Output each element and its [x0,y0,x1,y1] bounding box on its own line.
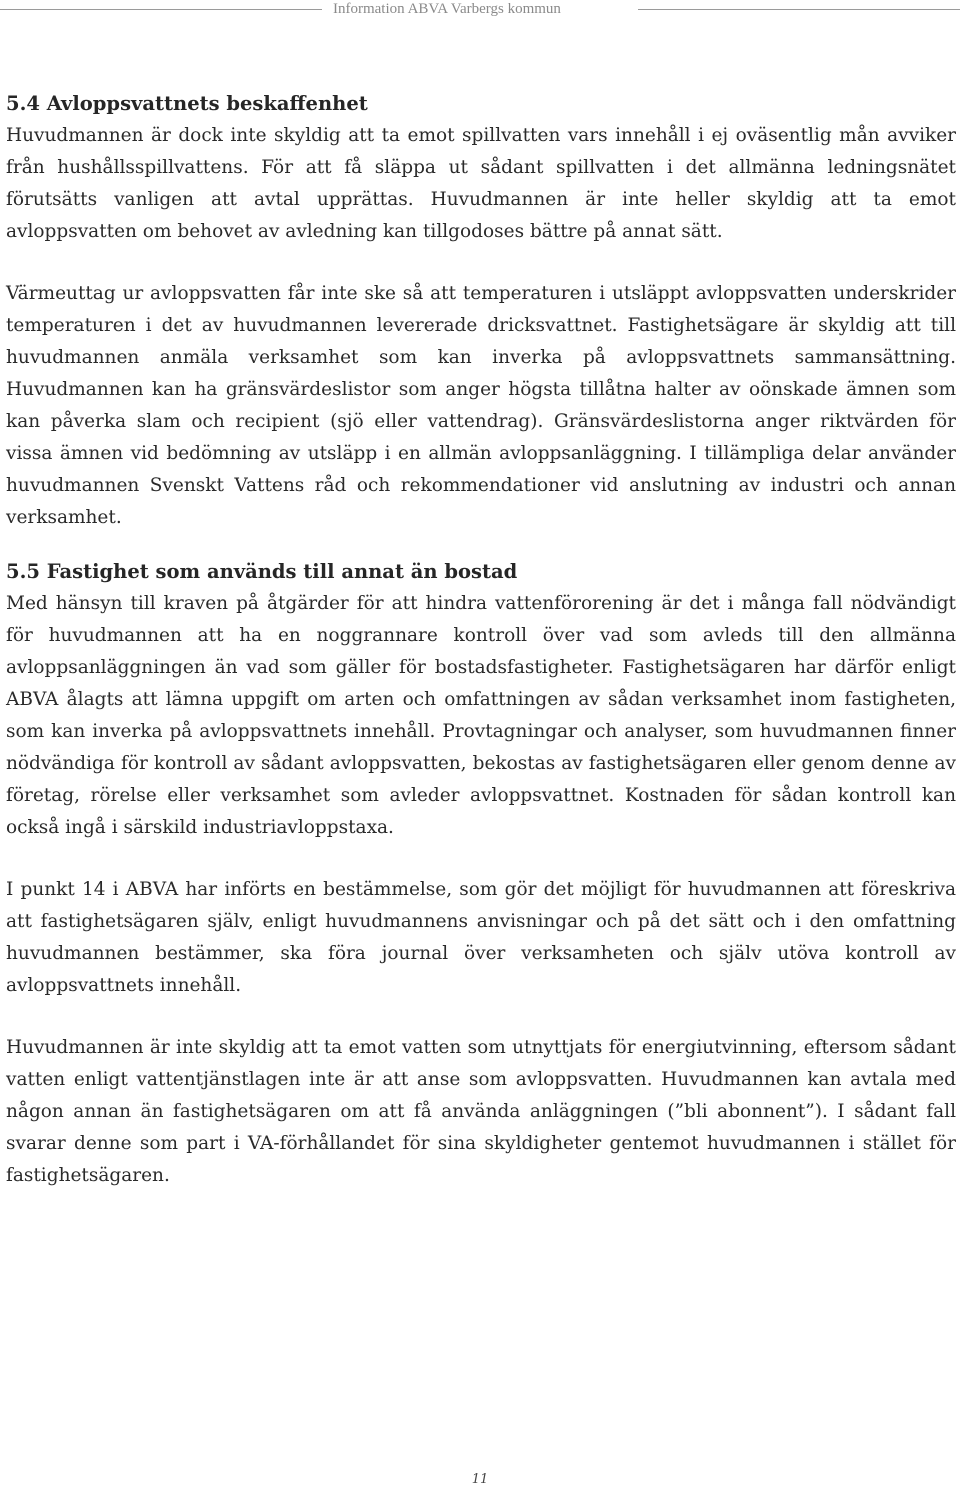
paragraph-5-5-2: I punkt 14 i ABVA har införts en bestämmelse, som gör det möjligt för huvudmannen att föreskriva att fastighetsägaren själv, enligt huvudmannens anvisningar och på det sätt och i den omfattning huvudmannen bestämmer, ska föra journal över verksamheten och själv utöva kontroll av avloppsvattnets innehåll. [6,879,956,996]
section-spacer [6,534,956,556]
page-content [6,88,956,1192]
running-header-title: Information ABVA Varbergs kommun [333,1,561,17]
paragraph-spacer [6,1002,956,1032]
paragraph-5-4-2: Värmeuttag ur avloppsvatten får inte ske så att temperaturen i utsläppt avloppsvatten underskrider temperaturen i det av huvudmannen levererade dricksvattnet. Fastighetsägare är skyldig att till huvudmannen anmäla verksamhet som kan inverka på avloppsvattnets sammansättning. Huvudmannen kan ha gränsvärdeslistor som anger högsta tillåtna halter av oönskade ämnen som kan påverka slam och recipient (sjö eller vattendrag). Gränsvärdeslistorna anger riktvärden för vissa ämnen vid bedömning av utsläpp i en allmän avloppsanläggning. I tillämpliga delar använder huvudmannen Svenskt Vattens råd och rekommendationer vid anslutning av industri och annan verksamhet. [6,283,956,528]
header-rule-left [0,9,322,10]
header-rule-right [638,9,960,10]
paragraph-5-5-3: Huvudmannen är inte skyldig att ta emot vatten som utnyttjats för energiutvinning, eftersom sådant vatten enligt vattentjänstlagen inte är att anse som avloppsvatten. Huvudmannen kan avtala med någon annan än fastighetsägaren om att få använda anläggningen (”bli abonnent”). I sådant fall svarar denne som part i VA-förhållandet för sina skyldigheter gentemot huvudmannen i stället för fastighetsägaren. [6,1037,956,1186]
paragraph-5-5-1: Med hänsyn till kraven på åtgärder för att hindra vattenförorening är det i många fall nödvändigt för huvudmannen att ha en noggrannare kontroll över vad som avleds till den allmänna avloppsanläggningen än vad som gäller för bostadsfastigheter. Fastighetsägaren har därför enligt ABVA ålagts att lämna uppgift om arten och omfattningen av sådan verksamhet inom fastigheten, som kan inverka på avloppsvattnets innehåll. Provtagningar och analyser, som huvudmannen finner nödvändiga för kontroll av sådant avloppsvatten, bekostas av fastighetsägaren eller genom denne av företag, rörelse eller verksamhet som avleder avloppsvattnet. Kostnaden för sådan kontroll kan också ingå i särskild industriavloppstaxa. [6,593,956,838]
page-number: 11 [471,1472,489,1487]
paragraph-5-4-1: Huvudmannen är dock inte skyldig att ta emot spillvatten vars innehåll i ej oväsentlig mån avviker från hushållsspillvattens. För att få släppa ut sådant spillvatten i det allmänna ledningsnätet förutsätts vanligen att avtal upprättas. Huvudmannen är inte heller skyldig att ta emot avloppsvatten om behovet av avledning kan tillgodoses bättre på annat sätt. [6,125,956,242]
page-header [0,0,960,20]
section-heading-5-4: 5.4 Avloppsvattnets beskaffenhet [6,92,368,115]
paragraph-spacer [6,248,956,278]
section-heading-5-5: 5.5 Fastighet som används till annat än bostad [6,560,518,583]
paragraph-spacer [6,844,956,874]
